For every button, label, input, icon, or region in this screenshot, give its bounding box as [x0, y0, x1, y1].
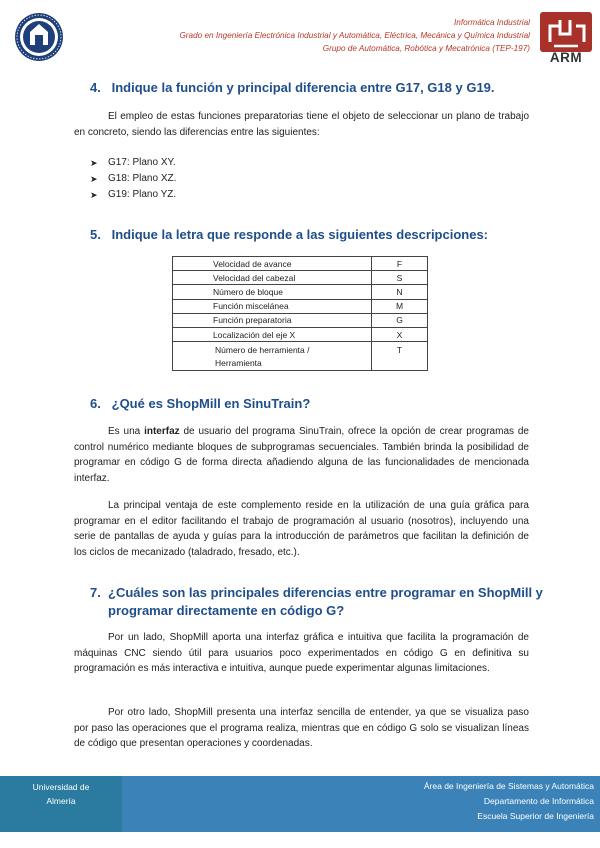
table-row: [173, 285, 428, 299]
table-row: [173, 271, 428, 285]
list-item: ➤ G19: Plano YZ.: [90, 187, 176, 203]
table-cell-description: Número de bloque: [173, 285, 372, 299]
section-6-paragraph-1: Es una interfaz de usuario del programa SinuTrain, ofrece la opción de crear programas de control numérico mediante bloques de subprogramas secuenciales. También brinda la posibilidad de programar en código G de forma directa añadiendo alguna de las funcionalidades de mencionada interfaz.: [74, 426, 529, 484]
header-course: Informática Industrial: [454, 18, 530, 27]
table-row: [173, 299, 428, 313]
section-7-title-line-1: ¿Cuáles son las principales diferencias entre programar en ShopMill y: [108, 585, 543, 600]
table-cell-letter: S: [372, 271, 428, 285]
university-seal-logo: [14, 12, 64, 62]
table-row: [173, 257, 428, 271]
arrow-bullet-icon: ➤: [90, 190, 98, 200]
section-4-number: 4.: [90, 80, 101, 95]
table-row: [173, 313, 428, 327]
arrow-bullet-icon: ➤: [90, 174, 98, 184]
table-row: [173, 327, 428, 341]
table-cell-description: Localización del eje X: [173, 327, 372, 341]
header-group: Grupo de Automática, Robótica y Mecatrónica (TEP-197): [322, 44, 530, 53]
section-7-number: 7.: [90, 585, 101, 600]
table-cell-letter: N: [372, 285, 428, 299]
section-7-paragraph-2: Por otro lado, ShopMill presenta una interfaz sencilla de entender, ya que se visualiza paso por paso las operaciones que el programa realiza, mientras que en código G solo se visualizan líneas de código que presentan operaciones y coordenadas.: [74, 707, 529, 749]
list-item: ➤ G18: Plano XZ.: [90, 171, 176, 187]
section-7-paragraph-1: Por un lado, ShopMill aporta una interfaz gráfica e intuitiva que facilita la programación de máquinas CNC siendo útil para usuarios poco experimentados en código G en definitiva su programación es más interactiva e intuitiva, aunque puede experimentar algunas limitaciones.: [74, 632, 529, 674]
table-cell-letter: F: [372, 257, 428, 271]
description-letter-table: [172, 256, 428, 371]
section-6-number: 6.: [90, 396, 101, 411]
footer-university: Universidad de Almería: [0, 776, 122, 832]
table-cell-letter: M: [372, 299, 428, 313]
header-text-block: [90, 16, 530, 55]
section-4-paragraph: El empleo de estas funciones preparatorias tiene el objeto de seleccionar un plano de trabajo en concreto, siendo las diferencias entre las siguientes:: [74, 111, 529, 138]
section-5-number: 5.: [90, 227, 101, 242]
table-cell-description: Velocidad de avance: [173, 257, 372, 271]
header-degree: Grado en Ingeniería Electrónica Industrial y Automática, Eléctrica, Mecánica y Química Industrial: [179, 31, 530, 40]
table-cell-description: Función miscelánea: [173, 299, 372, 313]
section-5-title: Indique la letra que responde a las siguientes descripciones:: [111, 227, 489, 242]
section-7-heading: [90, 584, 543, 620]
table-row: [173, 342, 428, 371]
arrow-bullet-icon: ➤: [90, 158, 98, 168]
section-4-heading: [90, 80, 495, 95]
arm-logo-text: ARM: [549, 50, 583, 65]
list-item: ➤ G17: Plano XY.: [90, 155, 176, 171]
section-6-title: ¿Qué es ShopMill en SinuTrain?: [111, 396, 311, 411]
section-4-title: Indique la función y principal diferencia entre G17, G18 y G19.: [111, 80, 495, 95]
footer-department: Área de Ingeniería de Sistemas y Automática Departamento de Informática Escuela Superior de Ingeniería: [122, 776, 600, 832]
table-cell-letter: G: [372, 313, 428, 327]
table-cell-letter: T: [372, 342, 428, 371]
section-7-title-line-2: programar directamente en código G?: [108, 603, 345, 618]
section-6-heading: [90, 396, 310, 411]
plane-bullet-list: [90, 155, 176, 203]
section-5-heading: [90, 227, 488, 242]
interfaz-bold-text: interfaz: [144, 426, 180, 437]
table-cell-description: Función preparatoria: [173, 313, 372, 327]
table-cell-description: Velocidad del cabezal: [173, 271, 372, 285]
table-cell-letter: X: [372, 327, 428, 341]
table-cell-description: Número de herramienta / Herramienta: [173, 342, 372, 371]
section-6-paragraph-2: La principal ventaja de este complemento reside en la utilización de una guía gráfica para programar en el editor facilitando el trabajo de programación al usuario (nosotros), incluyendo una serie de pantallas de ayuda y guías para la introducción de parámetros que facilitan la definición de los ciclos de mecanizado (taladrado, fresado, etc.).: [74, 500, 529, 558]
